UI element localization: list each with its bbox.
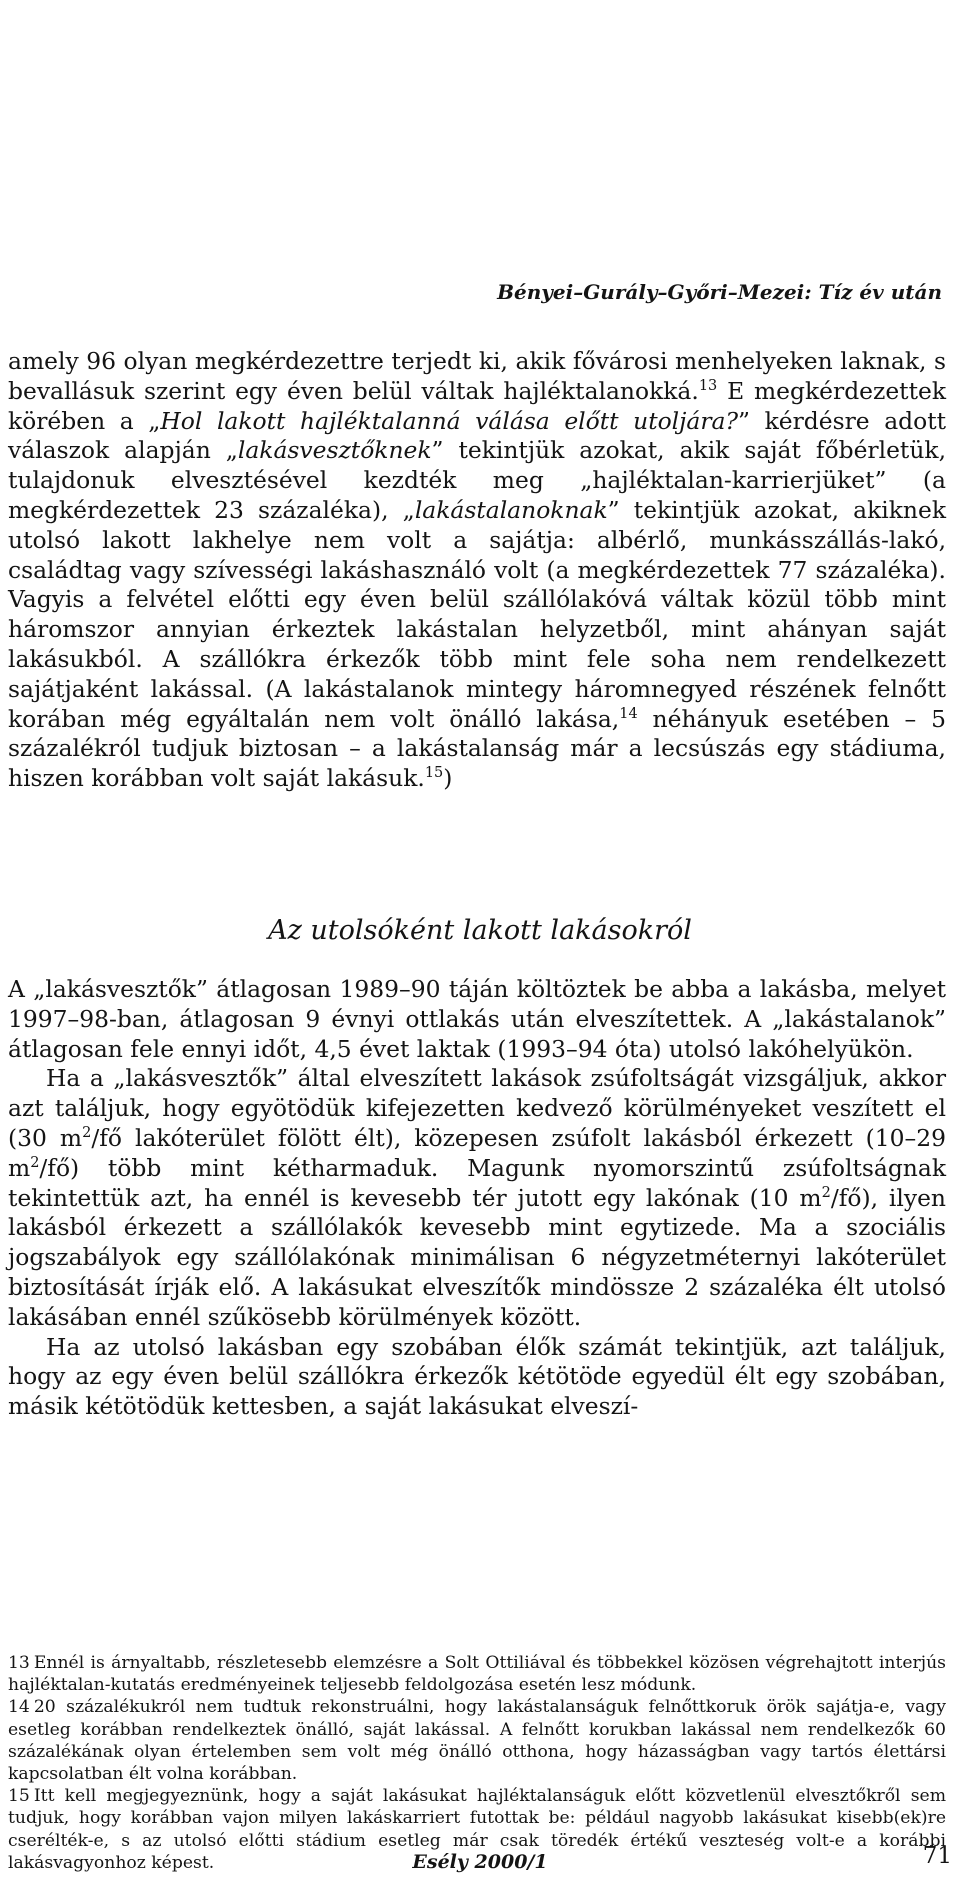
body-text-top xyxy=(8,347,946,794)
footnote-ref-13: 13 xyxy=(698,378,718,394)
footnote-number: 15 xyxy=(8,1786,30,1807)
footnote-ref-15: 15 xyxy=(424,765,444,782)
paragraph-1 xyxy=(8,347,946,794)
text-span: amely 96 olyan megkérdezettre terjedt ki, akik fővárosi menhelyeken laknak, s bevallásuk szerint egy éven belül váltak hajléktalanokká. xyxy=(8,347,946,405)
text-span: ” tekintjük azokat, akik saját főbérletük, tulajdonuk elvesztésével kezdték meg „hajléktalan-karrierjüket” (a megkérdezettek 23 százaléka), „ xyxy=(8,436,946,524)
text-span: ” kérdésre adott válaszok alapján „ xyxy=(8,406,947,465)
superscript-2: 2 xyxy=(82,1125,92,1142)
text-span: ” tekintjük azokat, akiknek utolsó lakott lakhelye nem volt a sajátja: albérlő, munkásszállás-lakó, családtag vagy szívességi lakáshasználó volt (a megkérdezettek 77 százaléka). Vagyis a felvétel előtti egy éven belül szállólakóvá váltak közül több mint háromszor annyian érkeztek lakástalan helyzetből, mint ahányan saját lakásukból. A szállókra érkezők több mint fele soha nem rendelkezett sajátjaként lakással. (A lakástalanok mintegy háromnegyed részének felnőtt korában még egyáltalán nem volt önálló lakása, xyxy=(8,495,946,733)
footnote-13 xyxy=(8,1652,946,1696)
superscript-2: 2 xyxy=(30,1154,40,1171)
italic-term-lakasvesztok: lakásvesztőknek xyxy=(237,436,432,465)
footnotes xyxy=(8,1652,946,1874)
footnote-text: Itt kell megjegyeznünk, hogy a saját lakásukat hajléktalanságuk előtt közvetlenül elvesztőkről sem tudjuk, hogy korábban vajon milyen lakáskarriert futottak be: például nagyobb lakásukat kisebb(ek)re cserélték-e, s az utolsó előtti stádium esetleg már csak töredék értékű veszteség volt-e a korábbi lakásvagyonhoz képest. xyxy=(8,1786,946,1873)
italic-question: Hol lakott hajléktalanná válása előtt utoljára? xyxy=(160,406,739,435)
footnote-14 xyxy=(8,1696,946,1785)
paragraph-4: Ha az utolsó lakásban egy szobában élők számát tekintjük, azt találjuk, hogy az egy éven belül szállókra érkezők kétötöde egyedül élt egy szobában, másik kétötödük kettesben, a saját lakásukat elveszí- xyxy=(8,1332,946,1421)
section-heading: Az utolsóként lakott lakásokról xyxy=(268,915,692,946)
text-span: /fő lakóterület fölött élt), közepesen zsúfolt lakásból érkezett (10–29 m xyxy=(8,1123,946,1182)
text-span: ) xyxy=(443,764,453,793)
page-number: 71 xyxy=(922,1843,952,1869)
text-span: /fő) több mint kétharmaduk. Magunk nyomorszintű zsúfoltságnak tekintettük azt, ha ennél is kevesebb tér jutott egy lakónak (10 m xyxy=(8,1153,946,1212)
footnote-number: 13 xyxy=(8,1653,30,1673)
body-text-main xyxy=(8,975,946,1422)
italic-term-lakastalanok: lakástalanoknak xyxy=(414,495,608,524)
footnote-number: 14 xyxy=(8,1697,30,1718)
text-span: /fő), ilyen lakásból érkezett a szállólakók kevesebb mint egytizede. Ma a szociális jogszabályok egy szállólakónak minimálisan 6 négyzetméternyi lakóterület biztosítását írják elő. A lakásukat elveszítők mindössze 2 százaléka élt utolsó lakásában ennél szűkösebb körülmények között. xyxy=(8,1183,946,1331)
paragraph-3 xyxy=(8,1064,946,1332)
footnote-text: Ennél is árnyaltabb, részletesebb elemzésre a Solt Ottiliával és többekkel közösen végrehajtott interjús hajléktalan-kutatás eredményeinek teljesebb feldolgozása esetén lesz módunk. xyxy=(8,1653,946,1696)
superscript-2: 2 xyxy=(821,1184,831,1201)
paragraph-2: A „lakásvesztők” átlagosan 1989–90 táján költöztek be abba a lakásba, melyet 1997–98-ban, átlagosan 9 évnyi ottlakás után elveszítettek. A „lakástalanok” átlagosan fele ennyi időt, 4,5 évet laktak (1993–94 óta) utolsó lakóhelyükön. xyxy=(8,975,946,1063)
footnote-text: 20 százalékukról nem tudtuk rekonstruálni, hogy lakástalanságuk felnőttkoruk örök sajátja-e, vagy esetleg korábban rendelkeztek önálló, saját lakással. A felnőtt korukban lakással nem rendelkezők 60 százalékának olyan értelemben sem volt még önálló otthona, hogy házasságban vagy tartós élettársi kapcsolatban élt volna korábban. xyxy=(8,1697,946,1785)
running-head: Bényei–Gurály–Győri–Mezei: Tíz év után xyxy=(497,280,942,304)
text-span: néhányuk esetében – 5 százalékról tudjuk biztosan – a lakástalanság már a lecsúszás egy stádiuma, hiszen korábban volt saját lakásuk. xyxy=(8,704,946,793)
footer-journal-title: Esély 2000/1 xyxy=(412,1851,548,1873)
text-span: Ha a „lakásvesztők” által elveszített lakások zsúfoltságát vizsgáljuk, akkor azt találjuk, hogy egyötödük kifejezetten kedvező körülményeket veszített el (30 m xyxy=(8,1064,946,1152)
footnote-ref-14: 14 xyxy=(619,705,638,722)
text-span: E megkérdezettek körében a „ xyxy=(8,376,946,435)
